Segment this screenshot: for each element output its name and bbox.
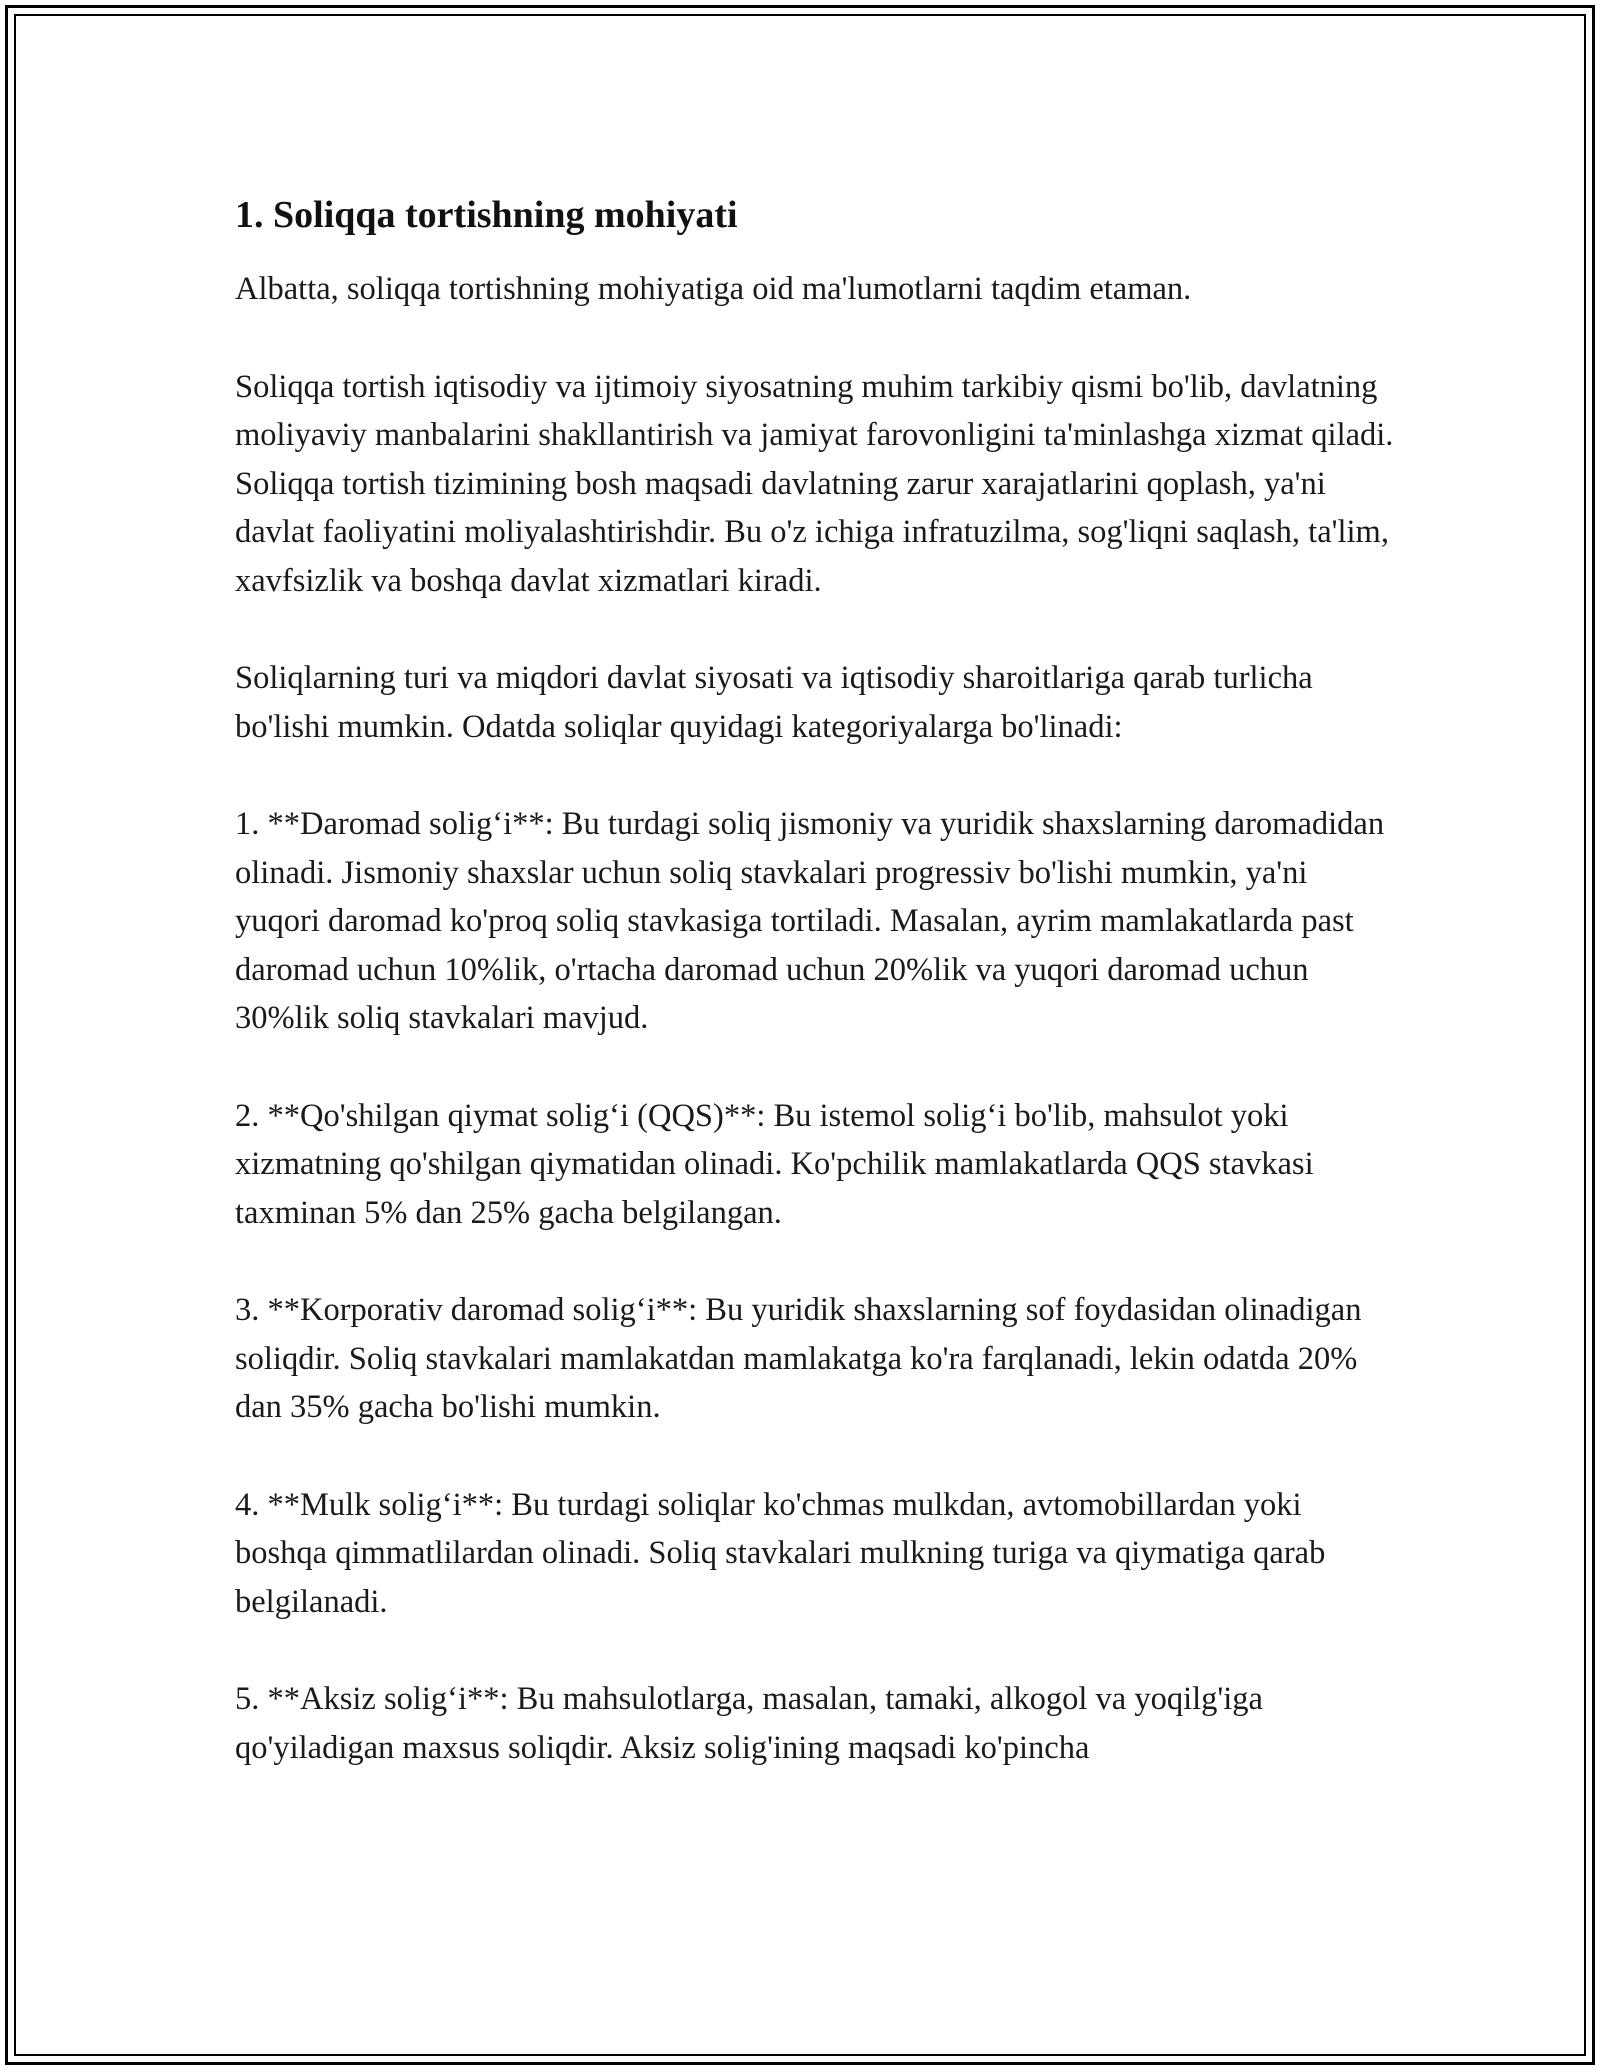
document-body bbox=[235, 185, 1395, 1821]
document-title: 1. Soliqqa tortishning mohiyati bbox=[235, 194, 738, 236]
list-item-income-tax: 1. **Daromad solig‘i**: Bu turdagi soliq jismoniy va yuridik shaxslarning daromadidan olinadi. Jismoniy shaxslar uchun soliq stavkalari progressiv bo'lishi mumkin, ya'ni yuqori daromad ko'proq soliq stavkasiga tortiladi. Masalan, ayrim mamlakatlarda past daromad uchun 10%lik, o'rtacha daromad uchun 20%lik va yuqori daromad uchun 30%lik soliq stavkalari mavjud. bbox=[235, 806, 1385, 1036]
paragraph-intro: Albatta, soliqqa tortishning mohiyatiga oid ma'lumotlarni taqdim etaman. bbox=[235, 271, 1192, 307]
list-item-corporate-tax: 3. **Korporativ daromad solig‘i**: Bu yuridik shaxslarning sof foydasidan olinadigan soliqdir. Soliq stavkalari mamlakatdan mamlakatga ko'ra farqlanadi, lekin odatda 20% dan 35% gacha bo'lishi mumkin. bbox=[235, 1292, 1362, 1425]
list-item-excise-tax: 5. **Aksiz solig‘i**: Bu mahsulotlarga, masalan, tamaki, alkogol va yoqilg'iga qo'yiladigan maxsus soliqdir. Aksiz solig'ining maqsadi ko'pincha bbox=[235, 1681, 1263, 1766]
list-item-vat: 2. **Qo'shilgan qiymat solig‘i (QQS)**: Bu istemol solig‘i bo'lib, mahsulot yoki xizmatning qo'shilgan qiymatidan olinadi. Ko'pchilik mamlakatlarda QQS stavkasi taxminan 5% dan 25% gacha belgilangan. bbox=[235, 1097, 1314, 1231]
paragraph-categories: Soliqlarning turi va miqdori davlat siyosati va iqtisodiy sharoitlariga qarab turlicha bo'lishi mumkin. Odatda soliqlar quyidagi kategoriyalarga bo'linadi: bbox=[235, 660, 1313, 745]
list-item-property-tax: 4. **Mulk solig‘i**: Bu turdagi soliqlar ko'chmas mulkdan, avtomobillardan yoki boshqa qimmatlilardan olinadi. Soliq stavkalari mulkning turiga va qiymatiga qarab belgilanadi. bbox=[235, 1486, 1326, 1620]
paragraph-overview: Soliqqa tortish iqtisodiy va ijtimoiy siyosatning muhim tarkibiy qismi bo'lib, davlatning moliyaviy manbalarini shakllantirish va jamiyat farovonligini ta'minlashga xizmat qiladi. Soliqqa tortish tizimining bosh maqsadi davlatning zarur xarajatlarini qoplash, ya'ni davlat faoliyatini moliyalashtirishdir. Bu o'z ichiga infratuzilma, sog'liqni saqlash, ta'lim, xavfsizlik va boshqa davlat xizmatlari kiradi. bbox=[235, 368, 1394, 599]
